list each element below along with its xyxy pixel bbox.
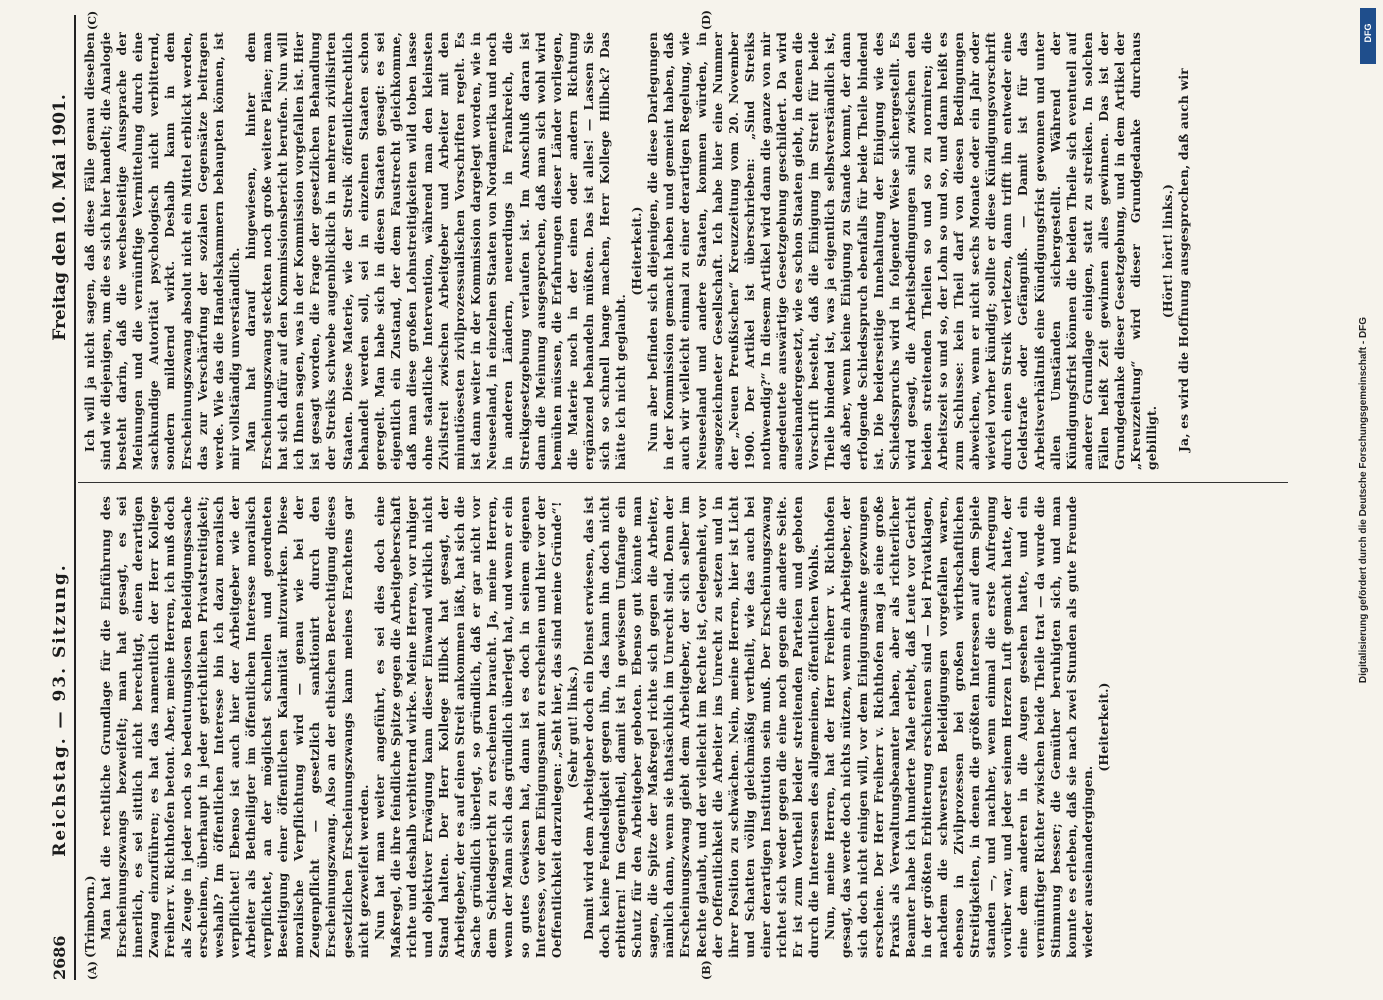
- paragraph: Nun hat man weiter angeführt, es sei dies doch eine Maßregel, die ihre feindliche Spitze gegen die Arbeitgeberschaft richte und deshalb verbitternd wirke. Meine Herren, vor ruhiger und objektiver Erwägung kann dieser Einwand wirklich nicht Stand halten. Der Herr Kollege Hilbck hat gesagt, der Arbeitgeber, der es auf einen Streit ankommen läßt, hat sich die Sache gründlich überlegt, so gründlich, daß er gar nicht vor dem Schiedsgericht zu erscheinen braucht. Ja, meine Herren, wenn der Mann sich das gründlich überlegt hat, und wenn er ein so gutes Gewissen hat, dann ist es doch in seinem eigenen Interesse, vor dem Einigungsamt zu erscheinen und hier vor der Oeffentlichkeit darzulegen: „Seht hier, das sind meine Gründe“!: [371, 496, 564, 958]
- stage-direction: (Hört! hört! links.): [1160, 183, 1176, 319]
- left-column: [82, 496, 1282, 958]
- dfg-logo: [1360, 8, 1376, 64]
- margin-marker-b: (B): [700, 960, 713, 980]
- paragraph: Nun aber befinden sich diejenigen, die diese Darlegungen in der Kommission gemacht haben und gemeint haben, daß auch wir vielleicht einmal zu einer derartigen Regelung, wie Neuseeland und andere Staaten, kommen würden, in ausgezeichneter Gesellschaft. Ich habe hier eine Nummer der „Neuen Preußischen“ Kreuzzeitung vom 20. November 1900. Der Artikel ist überschrieben: „Sind Streiks nothwendig?“ In diesem Artikel wird dann die ganze von mir angedeutete auswärtige Gesetzgebung geschildert. Da wird auseinandergesetzt, wie es schon Staaten giebt, in denen die Vorschrift besteht, daß die Einigung im Streit für beide Theile bindend ist, was ja eigentlich selbstverständlich ist, daß aber, wenn keine Einigung zu Stande kommt, der dann erfolgende Schiedsspruch ebenfalls für beide Theile bindend ist. Die beiderseitige Innehaltung der Einigung wie des Schiedsspruchs wird in folgender Weise sichergestellt. Es wird gesagt, die Arbeitsbedingungen sind zwischen den beiden streitenden Theilen so und so zu normiren; die Arbeitszeit so und so, der Lohn so und so, und dann heißt es zum Schlusse: kein Theil darf von diesen Bedingungen abweichen, wenn er nicht sechs Monate oder ein Jahr oder wieviel vorher kündigt; sollte er diese Kündigungsvorschrift durch einen Streik verletzen, dann trifft ihn entweder eine Geldstrafe oder Gefängniß. — Damit ist für das Arbeitsverhältniß eine Kündigungsfrist gewonnen und unter allen Umständen sichergestellt. Während der Kündigungsfrist können die beiden Theile sich eventuell auf anderer Grundlage einigen, statt zu streiken. In solchen Fällen heißt Zeit gewinnen alles gewinnen. Das ist der Grundgedanke dieser Gesetzgebung, und in dem Artikel der „Kreuzzeitung“ wird dieser Grundgedanke durchaus gebilligt.: [645, 32, 1160, 470]
- paragraph: Damit wird dem Arbeitgeber doch ein Dienst erwiesen, das ist doch keine Feindseligkeit gegen ihn, das kann ihn doch nicht erbittern! Im Gegentheil, damit ist in gewissem Umfange ein Schutz für den Arbeitgeber geboten. Ebenso gut könnte man sagen, die Spitze der Maßregel richte sich gegen die Arbeiter, nämlich dann, wenn sie thatsächlich im Unrecht sind. Denn der Erscheinungszwang giebt dem Arbeitgeber, der sich selber im Rechte glaubt, und der vielleicht im Rechte ist, Gelegenheit, vor der Oeffentlichkeit die Arbeiter ins Unrecht zu setzen und in ihrer Position zu schwächen. Nein, meine Herren, hier ist Licht und Schatten völlig gleichmäßig vertheilt, wie das auch bei einer derartigen Institution sein muß. Der Erscheinungszwang richtet sich weder gegen die eine noch gegen die andere Seite. Er ist zum Vortheil beider streitenden Parteien und geboten durch die Interessen des allgemeinen, öffentlichen Wohls.: [580, 496, 822, 958]
- margin-marker-c: (C): [86, 10, 99, 30]
- stage-direction: (Heiterkeit.): [629, 206, 645, 296]
- session-title: Reichstag. — 93. Sitzung.: [50, 563, 70, 857]
- right-column: [82, 32, 1282, 470]
- column-divider: [78, 482, 1288, 483]
- speaker-label: (Trimborn.): [82, 875, 97, 958]
- page-number: 2686: [50, 935, 69, 980]
- digitization-note: Digitalisierung gefördert durch die Deutsche Forschungsgemeinschaft - DFG: [1358, 316, 1369, 684]
- margin-marker-d: (D): [700, 10, 713, 30]
- margin-marker-a: (A): [86, 961, 99, 980]
- dfg-logo-text: DFG: [1363, 23, 1373, 43]
- paragraph: Man hat die rechtliche Grundlage für die Einführung des Erscheinungszwangs bezweifelt; man hat gesagt, es sei innerlich, es sei sittlich nicht berechtigt, einen derartigen Zwang einzuführen; es hat das namentlich der Herr Kollege Freiherr v. Richthofen betont. Aber, meine Herren, ich muß doch als Zeuge in jeder noch so bedeutungslosen Beleidigungssache erscheinen, überhaupt in jeder gerichtlichen Privatstreitigkeit; weshalb? Im öffentlichen Interesse bin ich dazu moralisch verpflichtet! Ebenso ist auch hier der Arbeitgeber wie der Arbeiter als Betheiligter im öffentlichen Interesse moralisch verpflichtet, an der möglichst schnellen und geordneten Beseitigung einer öffentlichen Kalamität mitzuwirken. Diese moralische Verpflichtung wird — genau wie bei der Zeugenpflicht — gesetzlich sanktionirt durch den Erscheinungszwang. Also an der ethischen Berechtigung dieses gesetzlichen Erscheinungszwangs kann meines Erachtens gar nicht gezweifelt werden.: [98, 496, 371, 958]
- session-date: Freitag den 10. Mai 1901.: [50, 94, 70, 341]
- paragraph: Man hat darauf hingewiesen, hinter dem Erscheinungszwang steckten noch große weitere Pläne; man hat sich dafür auf den Kommissionsbericht berufen. Nun will ich Ihnen sagen, was in der Kommission vorgefallen ist. Hier ist gesagt worden, die Frage der gesetzlichen Behandlung der Streiks schwebe augenblicklich in mehreren zivilisirten Staaten. Diese Materie, wie der Streik öffentlichrechtlich behandelt werden soll, sei in einzelnen Staaten schon geregelt. Man habe sich in diesen Staaten gesagt: es sei eigentlich ein Zustand, der dem Faustrecht gleichkomme, daß man diese großen Lohnstreitigkeiten wild toben lasse ohne staatliche Intervention, während man den kleinsten Zivilstreit zwischen Arbeitgeber und Arbeiter mit den minutiösesten zivilprozessualischen Vorschriften regelt. Es ist dann weiter in der Kommission dargelegt worden, wie in Neuseeland, in einzelnen Staaten von Nordamerika und noch in anderen Ländern, neuerdings in Frankreich, die Streikgesetzgebung verlaufen ist. Im Anschluß daran ist dann die Meinung ausgesprochen, daß man sich wohl wird bemühen müssen, die Erfahrungen dieser Länder vorliegen, die Materie noch in der einen oder andern Richtung ergänzend behandeln müßten. Das ist alles! — Lassen Sie sich so schnell bange machen, Herr Kollege Hilbck? Das hätte ich nicht geglaubt.: [242, 32, 629, 470]
- paragraph: Nun, meine Herren, hat der Herr Freiherr v. Richthofen gesagt, das werde doch nichts nützen, wenn ein Arbeitgeber, der sich doch nicht einigen will, vor dem Einigungsamte gezwungen erscheine. Der Herr Freiherr v. Richthofen mag ja eine große Praxis als Verwaltungsbeamter haben, aber als richterlicher Beamter habe ich hunderte Male erlebt, daß Leute vor Gericht in der größten Erbitterung erschienen sind — bei Privatklagen, nachdem die schwersten Beleidigungen vorgefallen waren, ebenso in Zivilprozessen bei großen wirthschaftlichen Streitigkeiten, in denen die größten Interessen auf dem Spiele standen —, und nachher, wenn einmal die erste Aufregung vorüber war, und jeder seinem Herzen Luft gemacht hatte, der eine dem anderen in die Augen gesehen hatte, und ein vernünftiger Richter zwischen beide Theile trat — da wurde die Stimmung besser; die Gemüther beruhigten sich, und man konnte es erleben, daß sie nach zwei Stunden als gute Freunde wieder auseinandergingen.: [822, 496, 1095, 958]
- running-head: [50, 15, 76, 980]
- paragraph: Ja, es wird die Hoffnung ausgesprochen, daß auch wir: [1176, 68, 1192, 452]
- paragraph: Ich will ja nicht sagen, daß diese Fälle genau dieselben sind wie diejenigen, um die es sich hier handelt; die Analogie besteht darin, daß die wechselseitige Aussprache der Meinungen und die vernünftige Vermittelung durch eine sachkundige Autorität psychologisch nicht verbitternd, sondern mildernd wirkt. Deshalb kann in dem Erscheinungszwang absolut nicht ein Mittel erblickt werden, das zur Verschärfung der sozialen Gegensätze beitragen werde. Wie das die Handelskammern behaupten können, ist mir vollständig unverständlich.: [82, 32, 242, 470]
- stage-direction: (Heiterkeit.): [1095, 682, 1111, 772]
- stage-direction: (Sehr gut! links.): [564, 665, 580, 789]
